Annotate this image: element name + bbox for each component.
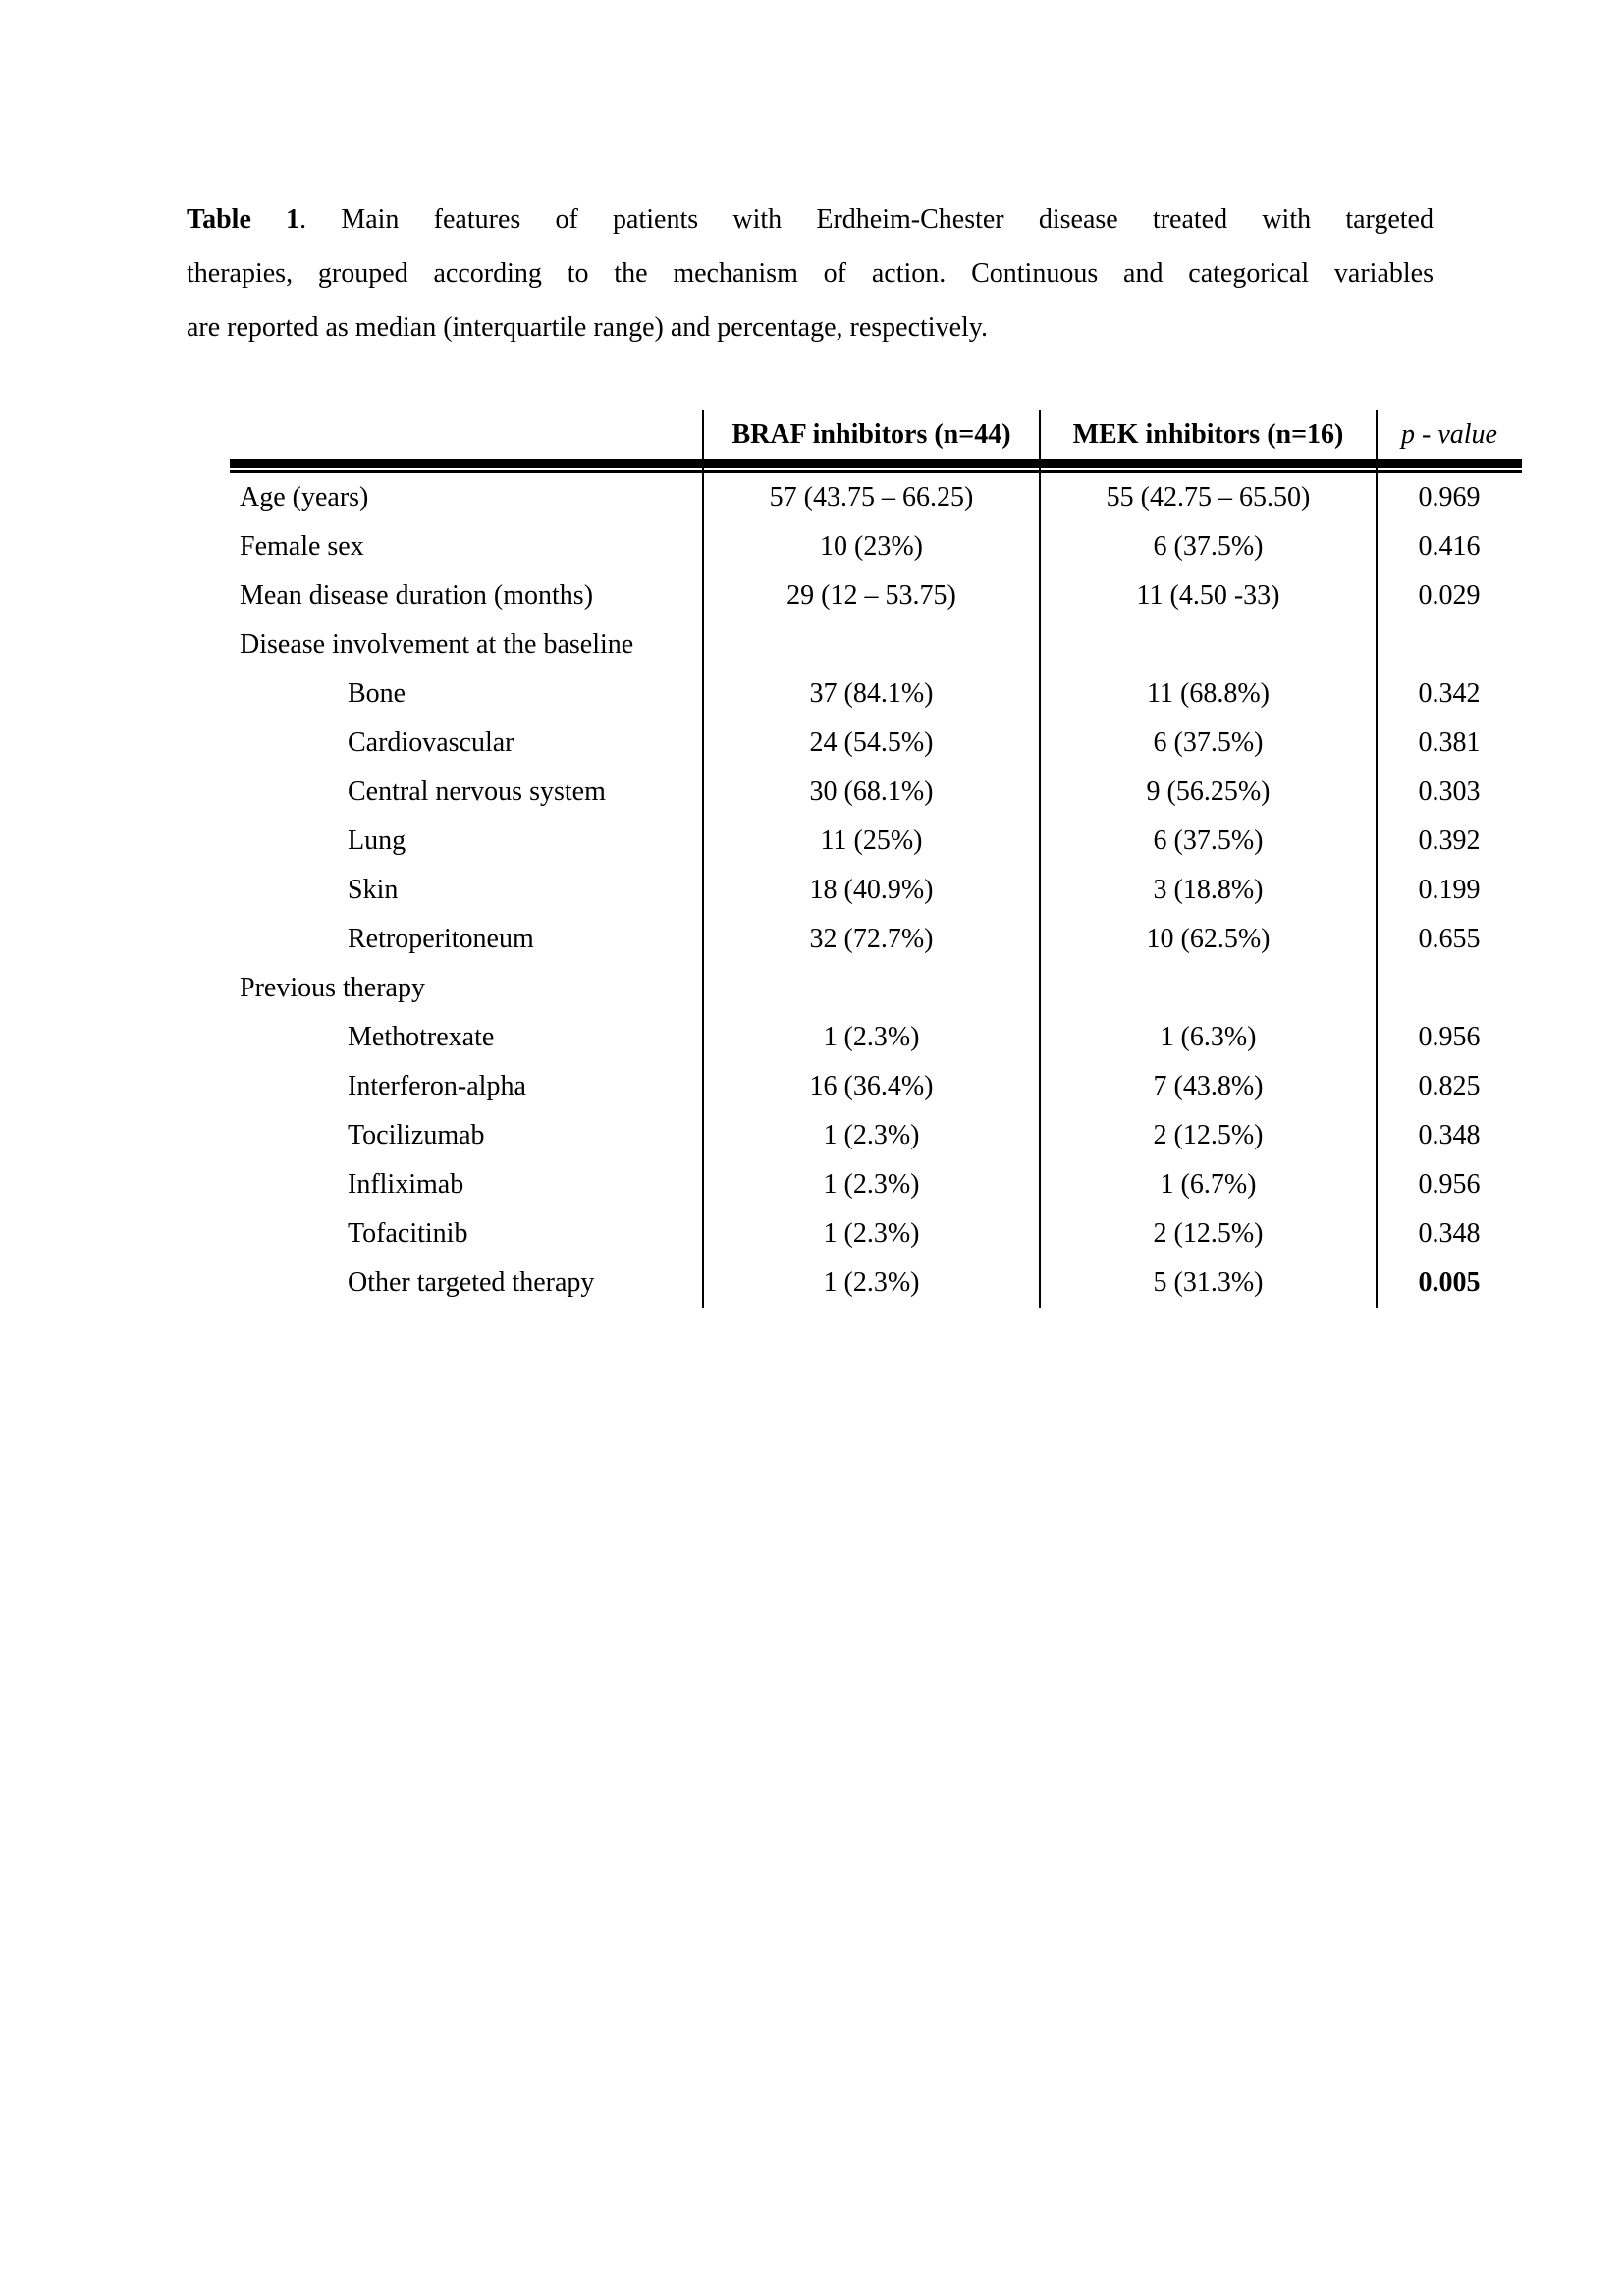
braf-value-cell: 24 (54.5%) (809, 727, 934, 758)
column-header-braf: BRAF inhibitors (n=44) (731, 419, 1011, 450)
mek-value-cell: 6 (37.5%) (1153, 826, 1264, 856)
row-label-cell: Previous therapy (240, 973, 425, 1003)
braf-value-cell: 29 (12 – 53.75) (786, 580, 956, 611)
data-table (230, 410, 1522, 1308)
braf-value-cell: 37 (84.1%) (809, 678, 934, 709)
table-row (230, 964, 1522, 1013)
pvalue-cell: 0.956 (1418, 1022, 1481, 1052)
table-row (230, 1160, 1522, 1209)
pvalue-cell: 0.392 (1418, 826, 1481, 856)
table-row (230, 1209, 1522, 1258)
caption-line-1 (187, 192, 1434, 246)
table-row (230, 1258, 1522, 1308)
pvalue-cell: 0.029 (1418, 580, 1481, 611)
mek-value-cell: 6 (37.5%) (1153, 727, 1264, 758)
pvalue-cell: 0.825 (1418, 1071, 1481, 1101)
mek-value-cell: 2 (12.5%) (1153, 1218, 1264, 1249)
table-row (230, 669, 1522, 719)
row-label-cell: Skin (348, 875, 399, 905)
braf-value-cell: 1 (2.3%) (823, 1267, 920, 1298)
braf-value-cell: 1 (2.3%) (823, 1169, 920, 1200)
pvalue-cell: 0.416 (1418, 531, 1481, 561)
pvalue-cell: 0.348 (1418, 1120, 1481, 1150)
row-label-cell: Disease involvement at the baseline (240, 629, 634, 660)
table-row (230, 768, 1522, 817)
row-label-cell: Lung (348, 826, 406, 856)
pvalue-cell: 0.303 (1418, 776, 1481, 807)
mek-value-cell: 1 (6.7%) (1160, 1169, 1257, 1200)
column-header-mek: MEK inhibitors (n=16) (1072, 419, 1344, 450)
caption-line-2: therapies, grouped according to the mechanism of action. Continuous and categorical variables (187, 258, 1434, 289)
mek-value-cell: 11 (4.50 -33) (1136, 580, 1280, 611)
table-row (230, 620, 1522, 669)
braf-value-cell: 18 (40.9%) (809, 875, 934, 905)
row-label-cell: Retroperitoneum (348, 924, 534, 954)
pvalue-cell: 0.342 (1418, 678, 1481, 709)
pvalue-cell: 0.348 (1418, 1218, 1481, 1249)
braf-value-cell: 10 (23%) (820, 531, 923, 561)
caption-table-label: Table 1 (187, 204, 300, 235)
table-body (230, 473, 1522, 1308)
mek-value-cell: 5 (31.3%) (1153, 1267, 1264, 1298)
row-label-cell: Central nervous system (348, 776, 606, 807)
row-label-cell: Tocilizumab (348, 1120, 485, 1150)
mek-value-cell: 2 (12.5%) (1153, 1120, 1264, 1150)
table-row (230, 915, 1522, 964)
mek-value-cell: 6 (37.5%) (1153, 531, 1264, 561)
row-label-cell: Bone (348, 678, 406, 709)
table-row (230, 1013, 1522, 1062)
table-row (230, 571, 1522, 620)
row-label-cell: Tofacitinib (348, 1218, 468, 1249)
braf-value-cell: 16 (36.4%) (809, 1071, 934, 1101)
pvalue-cell: 0.005 (1418, 1267, 1481, 1298)
table-row (230, 1062, 1522, 1111)
mek-value-cell: 11 (68.8%) (1147, 678, 1270, 709)
table-row (230, 522, 1522, 571)
mek-value-cell: 3 (18.8%) (1153, 875, 1264, 905)
table-row (230, 719, 1522, 768)
row-label-cell: Age (years) (240, 482, 369, 512)
table-row (230, 817, 1522, 866)
braf-value-cell: 11 (25%) (820, 826, 923, 856)
row-label-cell: Mean disease duration (months) (240, 580, 594, 611)
mek-value-cell: 1 (6.3%) (1160, 1022, 1257, 1052)
row-label-cell: Cardiovascular (348, 727, 514, 758)
pvalue-cell: 0.969 (1418, 482, 1481, 512)
pvalue-cell: 0.655 (1418, 924, 1481, 954)
table-row (230, 866, 1522, 915)
row-label-cell: Other targeted therapy (348, 1267, 595, 1298)
mek-value-cell: 10 (62.5%) (1146, 924, 1271, 954)
braf-value-cell: 1 (2.3%) (823, 1120, 920, 1150)
table-header-row (230, 410, 1522, 459)
table-row (230, 473, 1522, 522)
row-label-cell: Female sex (240, 531, 364, 561)
caption-line-3: are reported as median (interquartile range) and percentage, respectively. (187, 312, 988, 343)
braf-value-cell: 30 (68.1%) (809, 776, 934, 807)
braf-value-cell: 1 (2.3%) (823, 1022, 920, 1052)
row-label-cell: Methotrexate (348, 1022, 495, 1052)
mek-value-cell: 9 (56.25%) (1146, 776, 1271, 807)
braf-value-cell: 1 (2.3%) (823, 1218, 920, 1249)
table-caption (187, 192, 1434, 354)
header-rule-thick (230, 459, 1522, 468)
row-label-cell: Interferon-alpha (348, 1071, 526, 1101)
table-row (230, 1111, 1522, 1160)
pvalue-cell: 0.956 (1418, 1169, 1481, 1200)
caption-line-1-text: . Main features of patients with Erdheim-Chester disease treated with targeted (299, 204, 1434, 235)
pvalue-cell: 0.381 (1418, 727, 1481, 758)
mek-value-cell: 55 (42.75 – 65.50) (1106, 482, 1311, 512)
braf-value-cell: 57 (43.75 – 66.25) (769, 482, 974, 512)
braf-value-cell: 32 (72.7%) (809, 924, 934, 954)
column-header-pvalue: p - value (1401, 419, 1497, 450)
mek-value-cell: 7 (43.8%) (1153, 1071, 1264, 1101)
row-label-cell: Infliximab (348, 1169, 464, 1200)
pvalue-cell: 0.199 (1418, 875, 1481, 905)
